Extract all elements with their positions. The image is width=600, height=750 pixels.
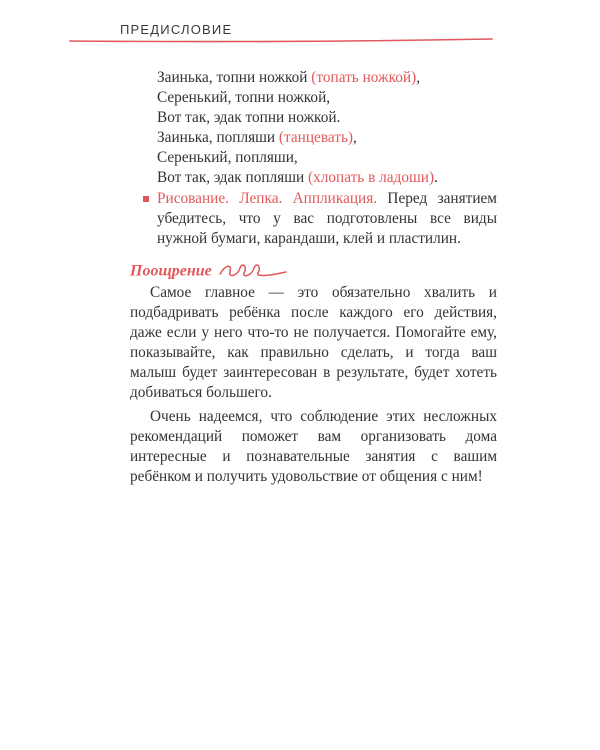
section-title: Поощрение: [130, 262, 212, 280]
poem-action-note: (танцевать): [278, 129, 354, 146]
poem-action-note: (топать ножкой): [311, 69, 417, 86]
poem-line: Вот так, эдак попляши (хлопать в ладоши).: [157, 169, 438, 186]
poem-line: Заинька, топни ножкой (топать ножкой),: [157, 69, 421, 86]
bullet-square-icon: [143, 196, 149, 202]
poem-line: Серенький, топни ножкой,: [157, 89, 331, 106]
poem-line: Серенький, попляши,: [157, 149, 298, 166]
paragraph: Самое главное — это обязательно хвалить и подбадривать ребёнка после каждого его действия, даже если у него что-то не получается. Помогайте ему, показывайте, как правильно сделать, и тогда ваш малыш будет заинтересован в результате, будет хотеть добиваться большего.: [130, 284, 497, 401]
paragraph: Очень надеемся, что соблюдение этих несложных рекомендаций поможет вам организовать дома интересные и познавательные занятия с вашим ребёнком и получить удовольствие от общения с ним!: [130, 408, 497, 485]
section-body: [130, 283, 497, 487]
header-title: ПРЕДИСЛОВИЕ: [120, 22, 233, 37]
poem-line: Заинька, попляши (танцевать),: [157, 129, 357, 146]
bullet-item: [157, 189, 497, 249]
poem: [157, 68, 497, 188]
bullet-text: Перед занятием убедитесь, что у вас подготовлены все виды нужной бумаги, карандаши, клей и пластилин.: [157, 190, 497, 247]
flourish-icon: [218, 262, 288, 280]
header-rule: [68, 32, 494, 46]
section-heading: [130, 262, 288, 284]
poem-line: Вот так, эдак топни ножкой.: [157, 109, 341, 126]
poem-action-note: (хлопать в ладоши): [307, 169, 435, 186]
bullet-label: Рисование. Лепка. Аппликация.: [157, 190, 378, 207]
